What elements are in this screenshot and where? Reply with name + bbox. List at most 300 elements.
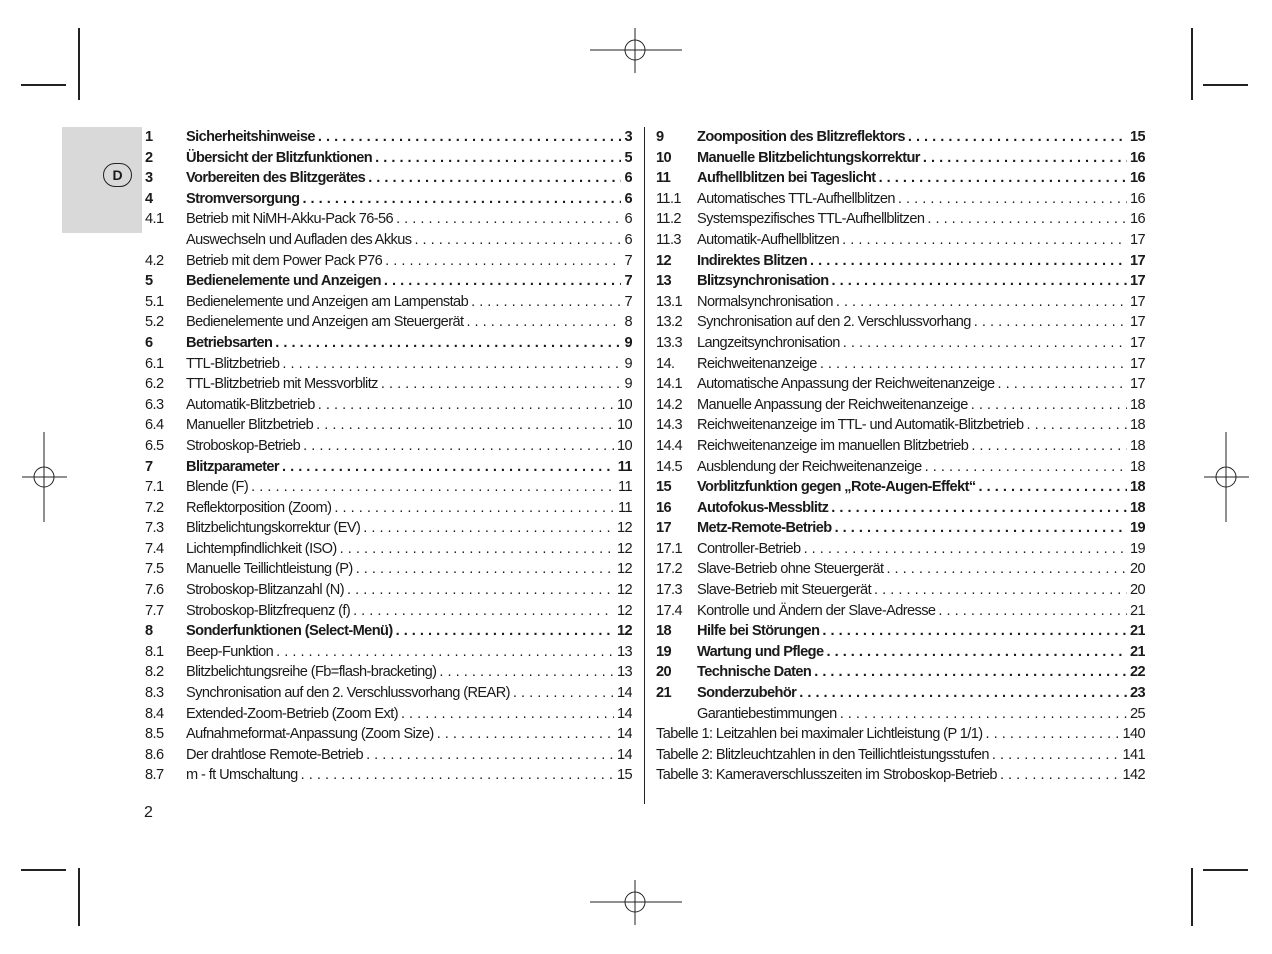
toc-entry-title: Betriebsarten	[186, 333, 275, 354]
toc-entry[interactable]	[656, 621, 1145, 642]
toc-entry-page: 10	[614, 415, 632, 436]
toc-entry-title: Reichweitenanzeige	[697, 354, 820, 375]
toc-dot-leader	[971, 436, 1127, 457]
toc-entry[interactable]	[145, 251, 632, 272]
toc-entry-number: 19	[656, 643, 672, 660]
toc-entry-number: 5.2	[145, 314, 164, 331]
toc-entry-number: 6.5	[145, 437, 164, 454]
toc-entry[interactable]	[145, 601, 632, 622]
toc-entry-title: Stroboskop-Betrieb	[186, 436, 303, 457]
toc-entry-page: 9	[621, 333, 632, 354]
toc-dot-leader	[898, 189, 1127, 210]
toc-entry-number: 7.1	[145, 479, 164, 496]
toc-entry[interactable]	[656, 601, 1145, 622]
toc-entry-number: 15	[656, 479, 672, 496]
toc-left-column	[145, 127, 632, 786]
toc-entry[interactable]	[656, 642, 1145, 663]
toc-entry[interactable]	[145, 621, 632, 642]
toc-entry-title: TTL-Blitzbetrieb	[186, 354, 282, 375]
toc-entry-title: Manueller Blitzbetrieb	[186, 415, 316, 436]
toc-dot-leader	[366, 745, 614, 766]
toc-entry-page: 17	[1127, 271, 1145, 292]
toc-entry-page: 11	[615, 498, 632, 519]
toc-entry-page: 9	[621, 374, 632, 395]
toc-entry-page: 16	[1127, 148, 1145, 169]
toc-entry[interactable]	[145, 415, 632, 436]
toc-entry[interactable]	[656, 436, 1145, 457]
toc-entry-title: Synchronisation auf den 2. Verschlussvorhang (REAR)	[186, 683, 513, 704]
toc-dot-leader	[282, 354, 621, 375]
toc-entry-number: 6.3	[145, 396, 164, 413]
toc-entry-title: Automatik-Aufhellblitzen	[697, 230, 842, 251]
toc-dot-leader	[971, 395, 1127, 416]
toc-entry-page: 21	[1127, 601, 1145, 622]
toc-entry-title: TTL-Blitzbetrieb mit Messvorblitz	[186, 374, 381, 395]
toc-dot-leader	[318, 395, 614, 416]
toc-entry-number: 6.4	[145, 417, 164, 434]
toc-entry-title: Automatik-Blitzbetrieb	[186, 395, 318, 416]
toc-entry-number: 2	[145, 149, 153, 166]
toc-entry-number: 14.4	[656, 437, 683, 454]
toc-entry-page: 17	[1127, 374, 1145, 395]
toc-entry-page: 12	[614, 621, 632, 642]
toc-entry-number: 10	[656, 149, 672, 166]
toc-entry-title: Auswechseln und Aufladen des Akkus	[186, 230, 414, 251]
toc-entry-number: 18	[656, 623, 672, 640]
crop-mark	[21, 869, 66, 871]
toc-entry-page: 142	[1119, 765, 1145, 786]
toc-entry[interactable]	[145, 271, 632, 292]
toc-entry-page: 140	[1119, 724, 1145, 745]
toc-entry-page: 8	[621, 312, 632, 333]
toc-entry-page: 17	[1127, 230, 1145, 251]
toc-dot-leader	[836, 292, 1127, 313]
toc-entry[interactable]	[656, 230, 1145, 251]
toc-entry[interactable]	[145, 518, 632, 539]
toc-entry[interactable]	[145, 127, 632, 148]
toc-entry-number: 6.2	[145, 376, 164, 393]
toc-entry[interactable]	[145, 189, 632, 210]
toc-entry-page: 14	[614, 724, 632, 745]
toc-entry[interactable]	[145, 683, 632, 704]
toc-entry-title: Manuelle Blitzbelichtungskorrektur	[697, 148, 923, 169]
toc-entry-title: Betrieb mit dem Power Pack P76	[186, 251, 385, 272]
toc-entry-title: Normalsynchronisation	[697, 292, 836, 313]
toc-entry-page: 18	[1127, 415, 1145, 436]
toc-entry-title: Slave-Betrieb ohne Steuergerät	[697, 559, 886, 580]
toc-entry[interactable]	[656, 395, 1145, 416]
toc-entry-number: 5	[145, 273, 153, 290]
toc-entry[interactable]	[145, 477, 632, 498]
toc-entry-page: 16	[1127, 168, 1145, 189]
toc-dot-leader	[874, 580, 1127, 601]
toc-dot-leader	[275, 333, 621, 354]
toc-entry[interactable]	[656, 168, 1145, 189]
toc-entry[interactable]	[145, 354, 632, 375]
toc-entry-page: 5	[621, 148, 632, 169]
toc-entry-title: Vorblitzfunktion gegen „Rote-Augen-Effekt“	[697, 477, 979, 498]
toc-entry-number: 11	[656, 170, 671, 187]
toc-entry-page: 15	[614, 765, 632, 786]
toc-entry-number: 8.1	[145, 643, 164, 660]
toc-entry-title: Blitzsynchronisation	[697, 271, 832, 292]
toc-entry-number: 11.1	[656, 190, 681, 207]
toc-entry[interactable]	[145, 374, 632, 395]
toc-dot-leader	[303, 436, 614, 457]
toc-entry-page: 11	[615, 457, 632, 478]
toc-entry[interactable]	[145, 168, 632, 189]
toc-entry-title: Reflektorposition (Zoom)	[186, 498, 334, 519]
toc-entry-number: 17.4	[656, 602, 683, 619]
toc-entry-number: 14.	[656, 355, 675, 372]
toc-entry-title: Tabelle 1: Leitzahlen bei maximaler Lichtleistung (P 1/1)	[656, 724, 986, 745]
toc-entry-title: Manuelle Teillichtleistung (P)	[186, 559, 356, 580]
toc-entry[interactable]	[656, 374, 1145, 395]
toc-entry[interactable]	[656, 189, 1145, 210]
toc-entry-page: 6	[621, 168, 632, 189]
toc-entry[interactable]	[145, 457, 632, 478]
toc-dot-leader	[986, 724, 1120, 745]
toc-entry[interactable]	[656, 312, 1145, 333]
toc-entry[interactable]	[145, 498, 632, 519]
toc-entry-title: Lichtempfindlichkeit (ISO)	[186, 539, 340, 560]
toc-entry-number: 11.3	[656, 231, 681, 248]
toc-dot-leader	[437, 724, 614, 745]
toc-entry-number: 13.1	[656, 293, 683, 310]
toc-entry-title: Garantiebestimmungen	[697, 704, 840, 725]
toc-entry-page: 17	[1127, 333, 1145, 354]
toc-entry-number: 9	[656, 129, 664, 145]
toc-entry-title: Reichweitenanzeige im TTL- und Automatik-Blitzbetrieb	[697, 415, 1026, 436]
toc-entry-page: 17	[1127, 251, 1145, 272]
toc-dot-leader	[814, 662, 1127, 683]
toc-dot-leader	[471, 292, 621, 313]
toc-entry[interactable]	[656, 662, 1145, 683]
toc-dot-leader	[974, 312, 1127, 333]
toc-entry[interactable]	[145, 292, 632, 313]
toc-entry[interactable]	[656, 498, 1145, 519]
toc-entry-number: 3	[145, 170, 153, 187]
toc-entry[interactable]	[656, 251, 1145, 272]
toc-entry-number: 8.4	[145, 705, 164, 722]
toc-entry[interactable]	[656, 148, 1145, 169]
toc-dot-leader	[820, 354, 1127, 375]
crop-mark	[1203, 84, 1248, 86]
crop-mark	[1191, 28, 1193, 100]
toc-entry[interactable]	[656, 704, 1145, 725]
toc-entry[interactable]	[145, 209, 632, 230]
toc-entry[interactable]	[145, 642, 632, 663]
toc-entry[interactable]	[656, 559, 1145, 580]
toc-dot-leader	[356, 559, 614, 580]
registration-mark-icon	[22, 432, 67, 522]
toc-dot-leader	[925, 457, 1127, 478]
toc-entry[interactable]	[145, 539, 632, 560]
toc-entry-number: 13.3	[656, 334, 683, 351]
toc-entry-number: 4.2	[145, 252, 164, 269]
toc-entry[interactable]	[145, 745, 632, 766]
toc-entry[interactable]	[656, 333, 1145, 354]
toc-entry-number: 1	[145, 129, 153, 145]
toc-dot-leader	[998, 374, 1127, 395]
toc-entry-number: 8	[145, 623, 153, 640]
toc-entry-title: Blitzbelichtungskorrektur (EV)	[186, 518, 363, 539]
toc-entry-title: Langzeitsynchronisation	[697, 333, 843, 354]
toc-entry[interactable]	[656, 580, 1145, 601]
toc-entry-page: 20	[1127, 559, 1145, 580]
toc-dot-leader	[840, 704, 1127, 725]
toc-dot-leader	[927, 209, 1127, 230]
toc-entry-page: 6	[621, 189, 632, 210]
toc-entry-number: 20	[656, 664, 672, 681]
toc-dot-leader	[513, 683, 614, 704]
toc-dot-leader	[826, 642, 1126, 663]
toc-entry-page: 6	[621, 230, 632, 251]
toc-entry-number: 8.7	[145, 767, 164, 784]
toc-entry-title: Manuelle Anpassung der Reichweitenanzeige	[697, 395, 971, 416]
toc-entry[interactable]	[656, 683, 1145, 704]
toc-dot-leader	[992, 745, 1120, 766]
toc-dot-leader	[302, 189, 621, 210]
toc-entry-title: Betrieb mit NiMH-Akku-Pack 76-56	[186, 209, 396, 230]
toc-entry-page: 23	[1127, 683, 1145, 704]
toc-dot-leader	[368, 168, 621, 189]
toc-entry[interactable]	[656, 271, 1145, 292]
toc-dot-leader	[832, 271, 1127, 292]
toc-dot-leader	[879, 168, 1127, 189]
toc-dot-leader	[938, 601, 1127, 622]
toc-entry[interactable]	[656, 477, 1145, 498]
toc-entry-title: Übersicht der Blitzfunktionen	[186, 148, 375, 169]
toc-entry-number: 17	[656, 520, 672, 537]
toc-entry-number: 17.2	[656, 561, 683, 578]
toc-entry-page: 7	[621, 251, 632, 272]
registration-mark-icon	[1204, 432, 1249, 522]
toc-entry-title: Aufnahmeformat-Anpassung (Zoom Size)	[186, 724, 437, 745]
toc-entry-number: 8.5	[145, 726, 164, 743]
toc-entry[interactable]	[656, 127, 1145, 148]
toc-entry[interactable]	[656, 209, 1145, 230]
toc-entry-page: 17	[1127, 292, 1145, 313]
toc-entry-page: 12	[614, 518, 632, 539]
toc-entry[interactable]	[145, 333, 632, 354]
column-divider	[644, 127, 645, 804]
toc-dot-leader	[1026, 415, 1126, 436]
toc-dot-leader	[375, 148, 621, 169]
toc-dot-leader	[799, 683, 1127, 704]
toc-entry-page: 13	[614, 662, 632, 683]
toc-entry-title: Blende (F)	[186, 477, 251, 498]
toc-entry-number: 7.4	[145, 540, 164, 557]
crop-mark	[78, 868, 80, 926]
toc-entry-number: 21	[656, 685, 672, 702]
toc-entry-page: 18	[1127, 436, 1145, 457]
toc-entry-title: Sonderfunktionen (Select-Menü)	[186, 621, 396, 642]
toc-dot-leader	[282, 457, 615, 478]
toc-entry-page: 22	[1127, 662, 1145, 683]
toc-entry-page: 7	[621, 271, 632, 292]
toc-entry-page: 18	[1127, 395, 1145, 416]
toc-entry-title: Aufhellblitzen bei Tageslicht	[697, 168, 879, 189]
toc-entry-title: Slave-Betrieb mit Steuergerät	[697, 580, 874, 601]
toc-entry-page: 25	[1127, 704, 1145, 725]
toc-entry-page: 14	[614, 683, 632, 704]
toc-dot-leader	[466, 312, 621, 333]
toc-entry-page: 16	[1127, 189, 1145, 210]
toc-entry-page: 7	[621, 292, 632, 313]
toc-entry-number: 7.3	[145, 520, 164, 537]
toc-entry-title: Blitzbelichtungsreihe (Fb=flash-bracketing)	[186, 662, 439, 683]
toc-dot-leader	[385, 251, 621, 272]
toc-entry-number: 7.2	[145, 499, 164, 516]
toc-dot-leader	[396, 621, 614, 642]
toc-entry-page: 14	[614, 745, 632, 766]
toc-entry[interactable]	[145, 230, 632, 251]
registration-mark-icon	[590, 28, 682, 73]
toc-entry-title: Stroboskop-Blitzfrequenz (f)	[186, 601, 353, 622]
toc-entry-number: 7.7	[145, 602, 164, 619]
toc-entry-number: 16	[656, 499, 672, 516]
toc-dot-leader	[347, 580, 614, 601]
toc-entry-number: 4	[145, 190, 153, 207]
toc-entry[interactable]	[145, 724, 632, 745]
toc-entry-page: 13	[614, 642, 632, 663]
toc-entry-title: Beep-Funktion	[186, 642, 276, 663]
toc-entry-title: m - ft Umschaltung	[186, 765, 301, 786]
registration-mark-icon	[590, 880, 682, 925]
toc-entry[interactable]	[656, 724, 1145, 745]
toc-dot-leader	[384, 271, 622, 292]
toc-dot-leader	[401, 704, 614, 725]
toc-dot-leader	[414, 230, 621, 251]
toc-entry-title: Indirektes Blitzen	[697, 251, 810, 272]
toc-entry[interactable]	[145, 559, 632, 580]
toc-dot-leader	[396, 209, 621, 230]
toc-entry-title: Automatisches TTL-Aufhellblitzen	[697, 189, 898, 210]
toc-dot-leader	[831, 498, 1127, 519]
toc-entry[interactable]	[145, 704, 632, 725]
toc-dot-leader	[318, 127, 622, 148]
toc-entry-number: 6	[145, 334, 153, 351]
toc-dot-leader	[251, 477, 615, 498]
toc-entry-title: Tabelle 3: Kameraverschlusszeiten im Stroboskop-Betrieb	[656, 765, 1000, 786]
toc-entry-number: 6.1	[145, 355, 164, 372]
toc-entry[interactable]	[145, 765, 632, 786]
toc-entry-title: Autofokus-Messblitz	[697, 498, 831, 519]
toc-entry-page: 10	[614, 436, 632, 457]
toc-entry-title: Wartung und Pflege	[697, 642, 826, 663]
toc-entry-number: 11.2	[656, 211, 681, 228]
toc-entry-page: 12	[614, 559, 632, 580]
toc-entry-number: 13.2	[656, 314, 683, 331]
toc-entry-number: 5.1	[145, 293, 164, 310]
toc-entry-page: 17	[1127, 354, 1145, 375]
toc-entry-number: 8.2	[145, 664, 164, 681]
toc-entry-page: 20	[1127, 580, 1145, 601]
toc-dot-leader	[301, 765, 614, 786]
toc-dot-leader	[835, 518, 1127, 539]
toc-entry[interactable]	[145, 395, 632, 416]
toc-entry-page: 11	[615, 477, 632, 498]
toc-dot-leader	[276, 642, 614, 663]
crop-mark	[1203, 869, 1248, 871]
toc-entry[interactable]	[656, 292, 1145, 313]
toc-entry-number: 4.1	[145, 211, 164, 228]
toc-dot-leader	[334, 498, 615, 519]
toc-dot-leader	[810, 251, 1127, 272]
toc-dot-leader	[908, 127, 1127, 148]
toc-entry-number: 7.5	[145, 561, 164, 578]
toc-entry-page: 19	[1127, 539, 1145, 560]
toc-entry-page: 9	[621, 354, 632, 375]
toc-entry-title: Hilfe bei Störungen	[697, 621, 822, 642]
toc-entry[interactable]	[145, 436, 632, 457]
toc-entry[interactable]	[145, 580, 632, 601]
toc-entry[interactable]	[145, 312, 632, 333]
toc-entry-title: Blitzparameter	[186, 457, 282, 478]
toc-dot-leader	[316, 415, 614, 436]
toc-entry-title: Bedienelemente und Anzeigen am Steuergerät	[186, 312, 466, 333]
crop-mark	[1191, 868, 1193, 926]
toc-entry-number: 12	[656, 252, 672, 269]
toc-entry[interactable]	[656, 415, 1145, 436]
toc-entry-page: 15	[1127, 127, 1145, 148]
toc-entry-title: Reichweitenanzeige im manuellen Blitzbetrieb	[697, 436, 971, 457]
toc-entry[interactable]	[656, 354, 1145, 375]
toc-dot-leader	[439, 662, 614, 683]
toc-entry-title: Tabelle 2: Blitzleuchtzahlen in den Teillichtleistungsstufen	[656, 745, 992, 766]
toc-dot-leader	[340, 539, 614, 560]
toc-entry[interactable]	[656, 539, 1145, 560]
toc-entry[interactable]	[145, 148, 632, 169]
toc-entry-title: Vorbereiten des Blitzgerätes	[186, 168, 368, 189]
toc-entry-page: 10	[614, 395, 632, 416]
toc-entry-number: 7.6	[145, 582, 164, 599]
toc-entry-number: 14.3	[656, 417, 683, 434]
toc-entry-title: Sicherheitshinweise	[186, 127, 318, 148]
toc-entry-number: 8.3	[145, 685, 164, 702]
toc-entry-title: Kontrolle und Ändern der Slave-Adresse	[697, 601, 938, 622]
toc-entry-page: 21	[1127, 642, 1145, 663]
toc-entry-number: 14.2	[656, 396, 683, 413]
toc-entry-page: 19	[1127, 518, 1145, 539]
crop-mark	[78, 28, 80, 100]
toc-entry[interactable]	[145, 662, 632, 683]
toc-entry[interactable]	[656, 518, 1145, 539]
toc-entry[interactable]	[656, 745, 1145, 766]
toc-dot-leader	[822, 621, 1127, 642]
crop-mark	[21, 84, 66, 86]
toc-entry-title: Stromversorgung	[186, 189, 302, 210]
toc-entry-title: Der drahtlose Remote-Betrieb	[186, 745, 366, 766]
toc-dot-leader	[923, 148, 1127, 169]
toc-entry-page: 141	[1119, 745, 1145, 766]
toc-entry-title: Extended-Zoom-Betrieb (Zoom Ext)	[186, 704, 401, 725]
toc-entry-page: 12	[614, 601, 632, 622]
toc-entry-page: 6	[621, 209, 632, 230]
toc-entry-title: Sonderzubehör	[697, 683, 799, 704]
toc-dot-leader	[1000, 765, 1120, 786]
toc-entry-title: Bedienelemente und Anzeigen	[186, 271, 384, 292]
toc-dot-leader	[842, 230, 1127, 251]
toc-dot-leader	[363, 518, 614, 539]
toc-entry-title: Bedienelemente und Anzeigen am Lampenstab	[186, 292, 471, 313]
toc-entry-number: 17.1	[656, 540, 683, 557]
toc-entry-title: Systemspezifisches TTL-Aufhellblitzen	[697, 209, 927, 230]
toc-entry[interactable]	[656, 457, 1145, 478]
toc-entry[interactable]	[656, 765, 1145, 786]
toc-entry-title: Stroboskop-Blitzanzahl (N)	[186, 580, 347, 601]
